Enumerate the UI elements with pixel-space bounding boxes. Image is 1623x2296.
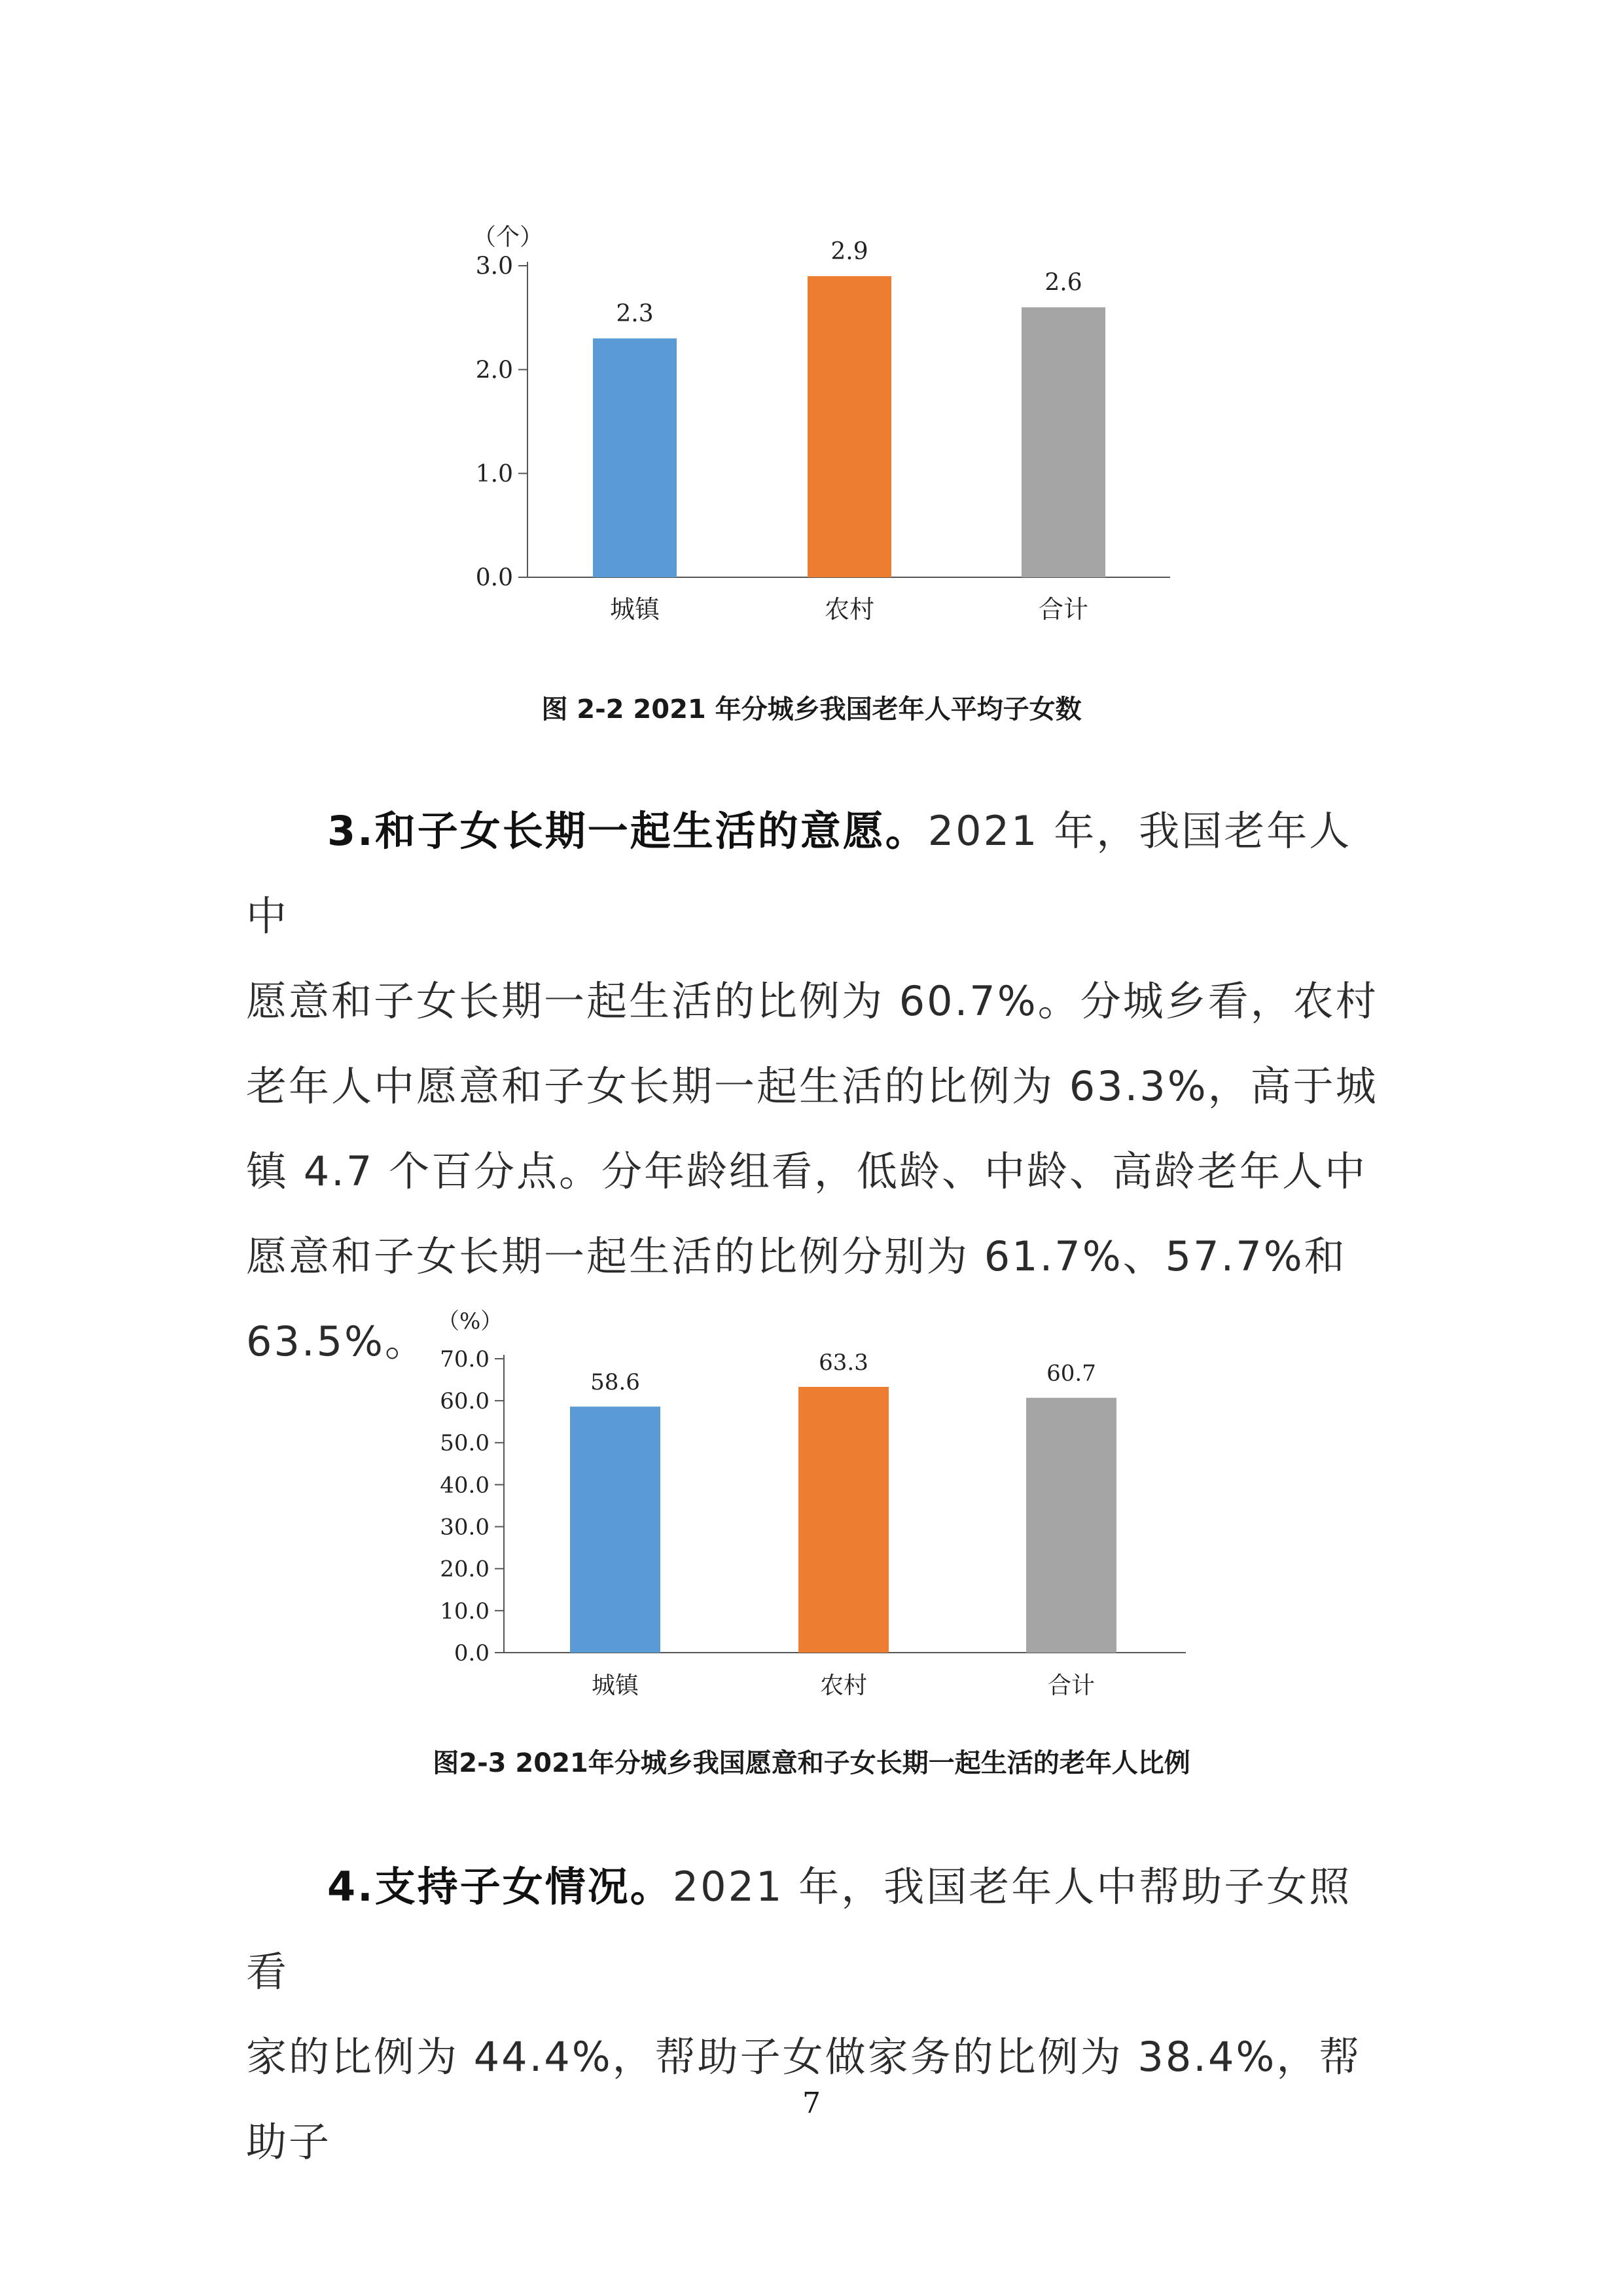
- chart2-data-label: 60.7: [1046, 1360, 1096, 1387]
- chart2-y-tick-label: 0.0: [454, 1640, 490, 1666]
- chart2-bar: [570, 1407, 660, 1653]
- chart2-data-label: 58.6: [590, 1369, 640, 1396]
- paragraph-4-lead: 4.支持子女情况。: [327, 1863, 673, 1910]
- chart2-y-tick-label: 70.0: [440, 1346, 490, 1372]
- chart1-y-tick-label: 3.0: [475, 253, 513, 280]
- chart1-data-label: 2.3: [616, 300, 654, 328]
- paragraph-3-line-4: 镇 4.7 个百分点。分年龄组看，低龄、中龄、高龄老年人中: [246, 1147, 1368, 1195]
- paragraph-4: [246, 1844, 1378, 2185]
- paragraph-3-line-5: 愿意和子女长期一起生活的比例分别为 61.7%、57.7%和: [246, 1232, 1347, 1280]
- page-number: 7: [802, 2087, 821, 2120]
- chart2-y-tick-label: 40.0: [440, 1472, 490, 1499]
- chart2-category-label: 城镇: [591, 1672, 639, 1699]
- paragraph-3-line-6: 63.5%。: [246, 1318, 427, 1365]
- chart2-y-tick-label: 20.0: [440, 1556, 490, 1583]
- paragraph-3-lead: 3.和子女长期一起生活的意愿。: [327, 807, 928, 855]
- paragraph-4-text-1: 2021 年，我国老年人中帮助子女照看: [246, 1863, 1352, 1996]
- chart2-data-label: 63.3: [819, 1349, 868, 1376]
- chart2-bar: [1026, 1398, 1116, 1653]
- chart1-category-label: 合计: [1038, 595, 1089, 624]
- figure-caption-2-2: 图 2-2 2021 年分城乡我国老年人平均子女数: [541, 694, 1082, 725]
- chart1-data-label: 2.6: [1044, 269, 1082, 296]
- chart2-category-label: 农村: [819, 1672, 868, 1699]
- chart1-y-tick-label: 2.0: [475, 357, 513, 384]
- chart1-y-tick-label: 0.0: [475, 564, 513, 592]
- paragraph-3-line-2: 愿意和子女长期一起生活的比例为 60.7%。分城乡看，农村: [246, 977, 1378, 1025]
- chart2-y-tick-label: 30.0: [440, 1514, 490, 1541]
- chart2-y-tick-label: 50.0: [440, 1430, 490, 1457]
- chart2-y-tick-label: 60.0: [440, 1388, 490, 1415]
- paragraph-3-line-3: 老年人中愿意和子女长期一起生活的比例为 63.3%，高于城: [246, 1062, 1378, 1110]
- chart1-category-label: 城镇: [609, 595, 660, 624]
- chart1-unit-label: （个）: [473, 224, 544, 251]
- chart1-category-label: 农村: [824, 595, 875, 624]
- chart1-y-tick-label: 1.0: [475, 460, 513, 488]
- chart1-data-label: 2.9: [830, 238, 868, 265]
- chart2-unit-label: （%）: [437, 1308, 503, 1335]
- figure-caption-2-3: 图2-3 2021年分城乡我国愿意和子女长期一起生活的老年人比例: [433, 1748, 1190, 1778]
- chart2-category-label: 合计: [1047, 1672, 1096, 1699]
- chart2-bar: [798, 1387, 889, 1653]
- paragraph-4-line-2: 家的比例为 44.4%，帮助子女做家务的比例为 38.4%，帮助子: [246, 2033, 1362, 2166]
- chart2-y-tick-label: 10.0: [440, 1598, 490, 1624]
- paragraph-4-line-1: [246, 1844, 1378, 2015]
- paragraph-3-text-1: 2021 年，我国老年人中: [246, 807, 1352, 940]
